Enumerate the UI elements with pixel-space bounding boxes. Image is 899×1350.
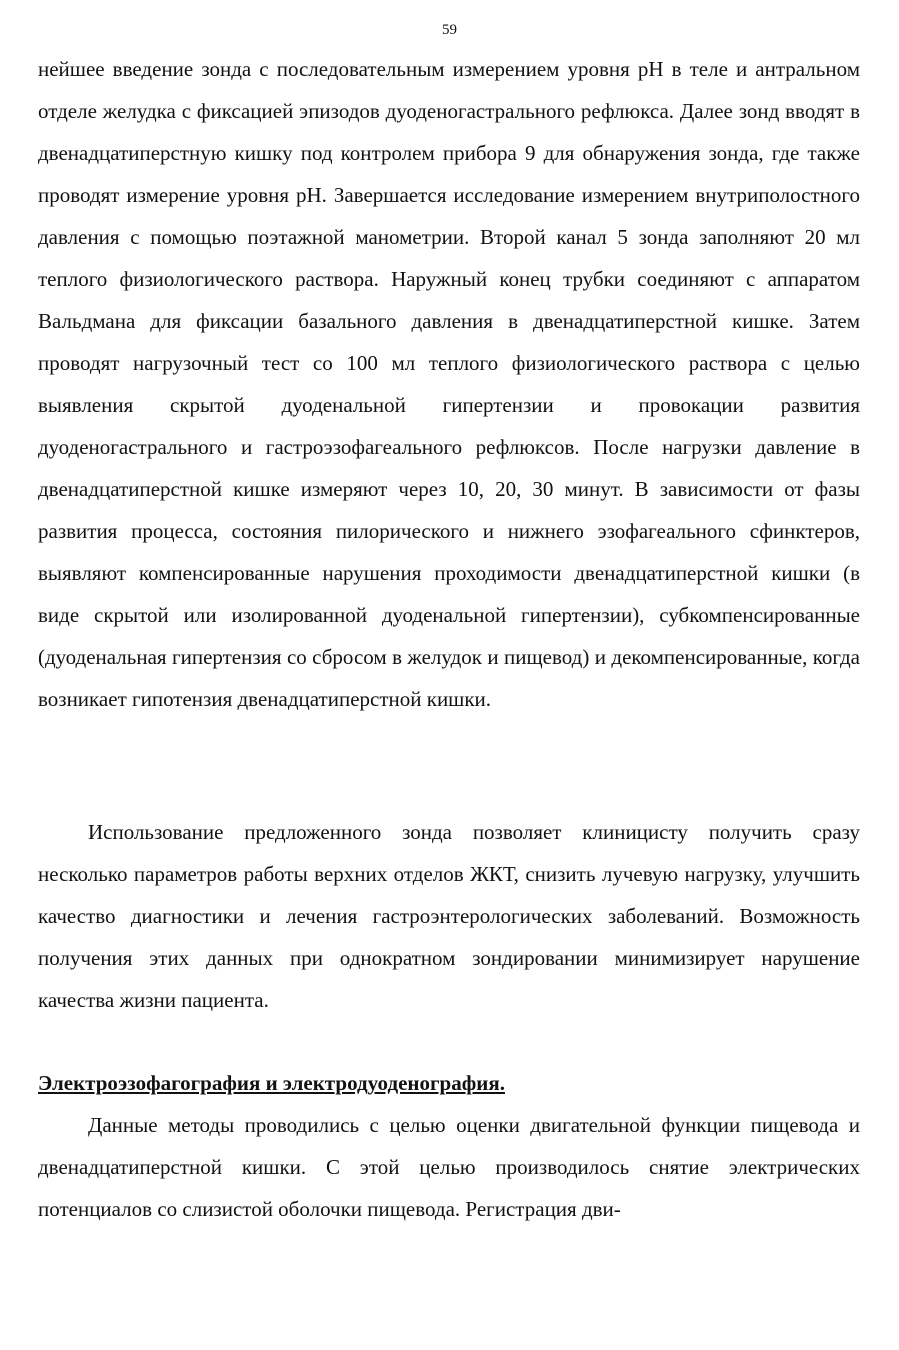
page-number: 59 [442,22,457,38]
section-paragraph: Данные методы проводились с целью оценки двигательной функции пищевода и двенадцатиперстной кишки. С этой целью производилось снятие электрических потенциалов со слизистой оболочки пищевода. Регистрация дви- [38,1113,860,1221]
paragraph-2: Использование предложенного зонда позволяет клиницисту получить сразу несколько параметров работы верхних отделов ЖКТ, снизить лучевую нагрузку, улучшить качество диагностики и лечения гастроэнтерологических заболеваний. Возможность получения этих данных при однократном зондировании минимизирует нарушение качества жизни пациента. [38,820,860,1012]
paragraph-1: нейшее введение зонда с последовательным измерением уровня pH в теле и антральном отделе желудка с фиксацией эпизодов дуоденогастрального рефлюкса. Далее зонд вводят в двенадцатиперстную кишку под контролем прибора 9 для обнаружения зонда, где также проводят измерение уровня pH. Завершается исследование измерением внутриполостного давления с помощью поэтажной манометрии. Второй канал 5 зонда заполняют 20 мл теплого физиологического раствора. Наружный конец трубки соединяют с аппаратом Вальдмана для фиксации базального давления в двенадцатиперстной кишке. Затем проводят нагрузочный тест со 100 мл теплого физиологического раствора с целью выявления скрытой дуоденальной гипертензии и провокации развития дуоденогастрального и гастроэзофагеального рефлюксов. После нагрузки давление в двенадцатиперстной кишке измеряют через 10, 20, 30 минут. В зависимости от фазы развития процесса, состояния пилорического и нижнего эзофагеального сфинктеров, выявляют компенсированные нарушения проходимости двенадцатиперстной кишки (в виде скрытой или изолированной дуоденальной гипертензии), субкомпенсированные (дуоденальная гипертензия со сбросом в желудок и пищевод) и декомпенсированные, когда возникает гипотензия двенадцатиперстной кишки. [38,57,860,711]
section-heading: Электроэзофагография и электродуоденография. [38,1071,505,1095]
